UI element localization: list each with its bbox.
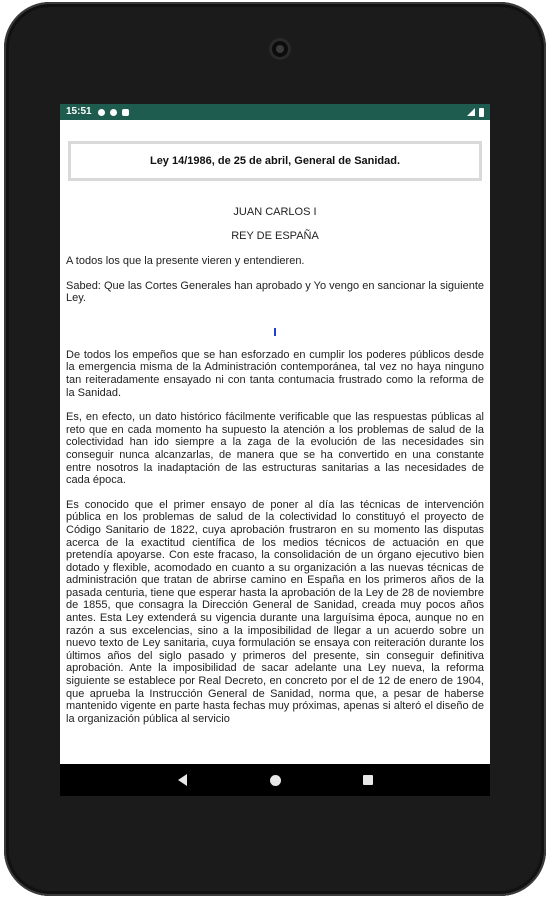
paragraph: Es, en efecto, un dato histórico fácilmente verificable que las respuestas públicas al reto que en cada momento ha supuesto la atención a los problemas de salud de la colectividad han ido siempre a la zaga de la evolución de las necesidades sin conseguir nunca alcanzarlas, de manera que se ha convertido en una constante entre nosotros la inadaptación de las estructuras sanitarias a las necesidades de cada época. xyxy=(66,411,484,487)
paragraph: Es conocido que el primer ensayo de poner al día las técnicas de intervención pública en los problemas de salud de la colectividad lo constituyó el proyecto de Código Sanitario de 1822, cuya aprobación frustraron en su momento las disputas acerca de la exactitud científica de los medios técnicos de actuación en que pretendía apoyarse. Con este fracaso, la consolidación de un órgano ejecutivo bien dotado y flexible, acomodado en cuanto a su organización a las nuevas técnicas de administración que tratan de abrirse camino en España en los primeros años de la pasada centuria, tiene que esperar hasta la aprobación de la Ley de 28 de noviembre de 1855, que consagra la Dirección General de Sanidad, creada muy pocos años antes. Esta Ley extenderá su vigencia durante una larguísima época, aunque no en razón a sus excelencias, sino a la imposibilidad de llegar a un acuerdo sobre un nuevo texto de Ley sanitaria, cuya formulación se ensaya con reiteración durante los últimos años del siglo pasado y primeros del presente, sin conseguir definitiva aprobación. Ante la imposibilidad de sacar adelante una Ley nueva, la reforma siguiente se establece por Real Decreto, en concreto por el de 12 de enero de 1904, que aprueba la Instrucción General de Sanidad, norma que, a pesar de haberse mantenido vigente en parte hasta fechas muy próximas, apenas si alteró el diseño de la organización pública al servicio xyxy=(66,498,484,725)
battery-icon xyxy=(479,108,484,117)
status-time: 15:51 xyxy=(66,106,92,117)
screen xyxy=(60,104,490,796)
status-bar xyxy=(60,104,490,120)
sd-card-icon xyxy=(122,109,129,116)
document-title: Ley 14/1986, de 25 de abril, General de Sanidad. xyxy=(68,141,482,181)
recents-button[interactable] xyxy=(322,764,415,796)
signal-icon xyxy=(467,108,475,116)
settings-gear-icon-2 xyxy=(110,109,117,116)
settings-gear-icon xyxy=(98,109,105,116)
home-circle-icon xyxy=(270,775,281,786)
camera-lens xyxy=(269,38,291,60)
home-button[interactable] xyxy=(229,764,322,796)
navigation-bar xyxy=(60,764,490,796)
sabed-text: Sabed: Que las Cortes Generales han aprobado y Yo vengo en sancionar la siguiente Ley. xyxy=(66,279,484,305)
greeting-text: A todos los que la presente vieren y entendieren. xyxy=(66,255,305,267)
document-view[interactable] xyxy=(60,141,490,725)
paragraph: De todos los empeños que se han esforzado en cumplir los poderes públicos desde la emergencia misma de la Administración contemporánea, tal vez no haya ninguno tan reiteradamente ensayado ni con tanta contumacia frustrado como la reforma de la Sanidad. xyxy=(66,348,484,399)
back-button[interactable] xyxy=(136,764,229,796)
king-name: JUAN CARLOS I xyxy=(233,206,317,218)
recents-square-icon xyxy=(363,775,373,785)
text-cursor-marker xyxy=(66,323,484,333)
back-triangle-icon xyxy=(178,774,187,786)
kingdom-name: REY DE ESPAÑA xyxy=(231,230,319,242)
